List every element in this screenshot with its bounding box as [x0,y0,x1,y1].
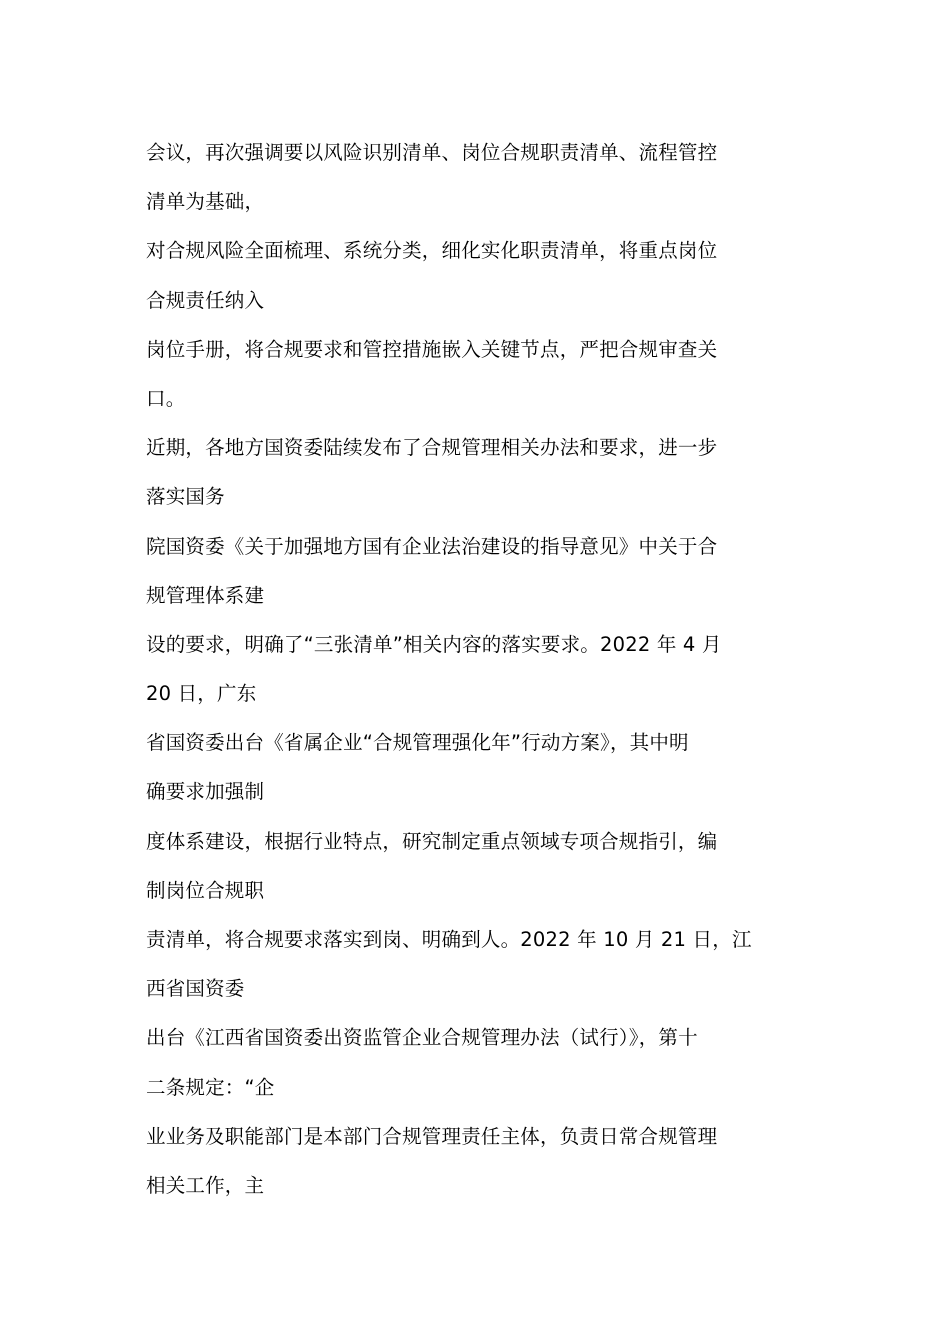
text-line: 岗位手册，将合规要求和管控措施嵌入关键节点，严把合规审查关 [146,337,718,361]
text-line: 制岗位合规职 [146,878,265,902]
text-line: 合规责任纳入 [146,288,265,312]
text-line: 相关工作，主 [146,1173,265,1197]
text-line: 清单为基础， [146,190,265,214]
text-line: 业业务及职能部门是本部门合规管理责任主体，负责日常合规管理 [146,1124,718,1148]
document-body [146,128,816,1210]
text-line: 院国资委《关于加强地方国有企业法治建设的指导意见》中关于合 [146,534,718,558]
text-line: 落实国务 [146,485,225,509]
text-line: 西省国资委 [146,977,245,1001]
text-line: 近期，各地方国资委陆续发布了合规管理相关办法和要求，进一步 [146,436,718,460]
text-line: 确要求加强制 [146,780,265,804]
text-line: 二条规定：“企 [146,1075,275,1099]
text-line: 20 日，广东 [146,682,257,706]
text-line: 责清单，将合规要求落实到岗、明确到人。2022 年 10 月 21 日，江 [146,928,752,951]
text-line: 会议，再次强调要以风险识别清单、岗位合规职责清单、流程管控 [146,141,718,164]
text-line: 口。 [146,386,186,410]
text-line: 规管理体系建 [146,583,265,607]
text-line: 对合规风险全面梳理、系统分类，细化实化职责清单，将重点岗位 [146,239,718,263]
text-line: 设的要求，明确了“三张清单”相关内容的落实要求。2022 年 4 月 [146,632,722,656]
text-line: 出台《江西省国资委出资监管企业合规管理办法（试行）》，第十 [146,1026,698,1050]
text-line: 省国资委出台《省属企业“合规管理强化年”行动方案》，其中明 [146,731,689,755]
text-line: 度体系建设，根据行业特点，研究制定重点领域专项合规指引，编 [146,829,718,853]
